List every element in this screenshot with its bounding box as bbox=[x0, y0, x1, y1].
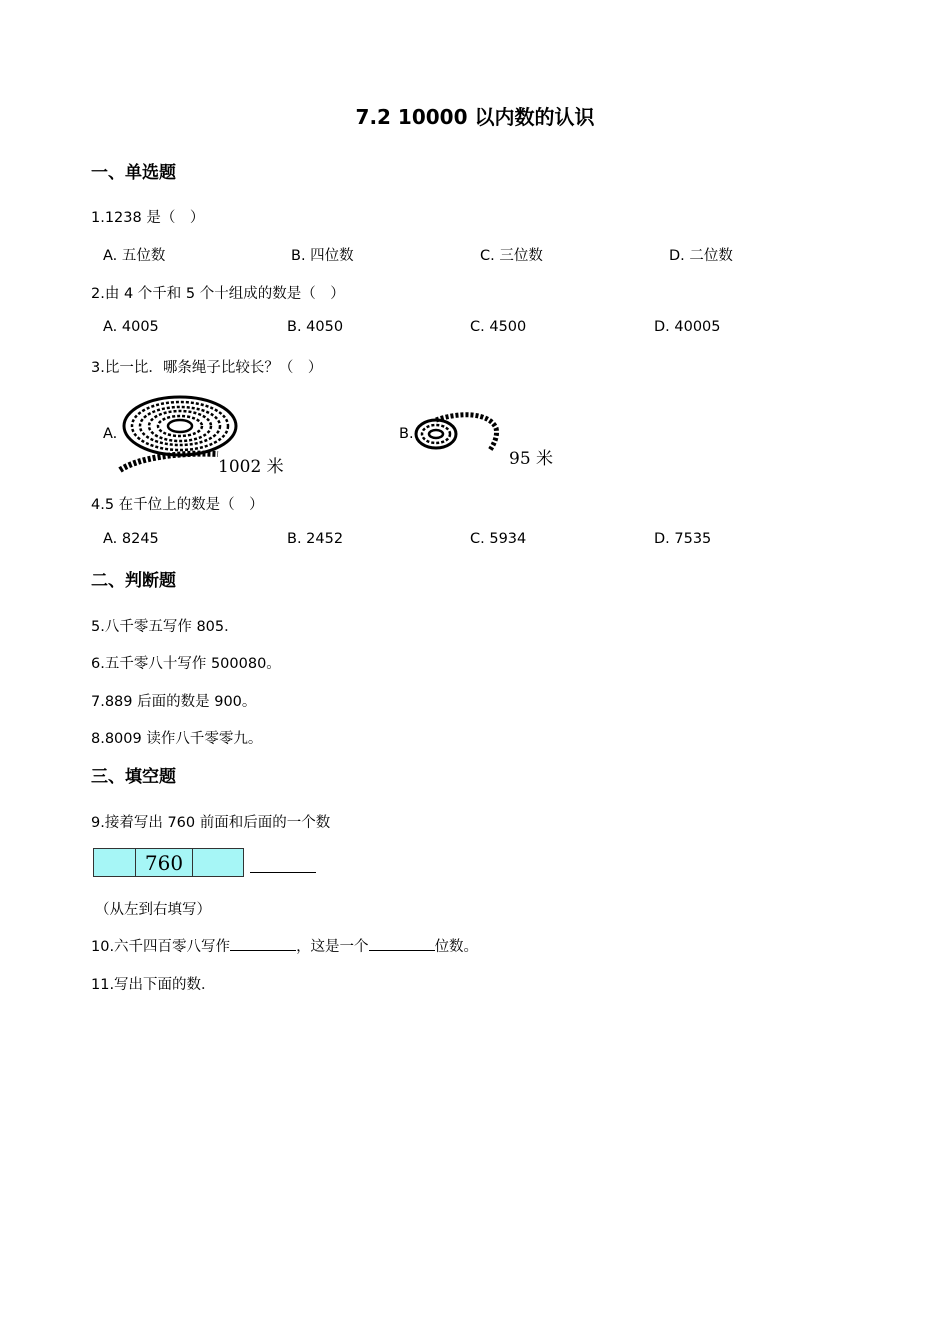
section-heading-fill-blank: 三、填空题 bbox=[91, 767, 176, 787]
question-9-stem: 9.接着写出 760 前面和后面的一个数 bbox=[91, 815, 331, 831]
number-box-center: 760 bbox=[135, 848, 193, 877]
question-1-option-c[interactable]: C. 三位数 bbox=[480, 248, 543, 264]
rope-b-length-label: 95 米 bbox=[509, 449, 554, 469]
section-heading-single-choice: 一、单选题 bbox=[91, 163, 176, 183]
number-box-before[interactable] bbox=[93, 848, 136, 877]
question-10-blank-2[interactable] bbox=[369, 936, 435, 951]
question-1-stem: 1.1238 是（ ） bbox=[91, 210, 205, 226]
question-10-blank-1[interactable] bbox=[230, 936, 296, 951]
rope-a-length-label: 1002 米 bbox=[218, 457, 284, 477]
question-4-option-d[interactable]: D. 7535 bbox=[654, 531, 712, 547]
question-2-option-d[interactable]: D. 40005 bbox=[654, 319, 721, 335]
section-heading-true-false: 二、判断题 bbox=[91, 571, 176, 591]
question-10-part1: 10.六千四百零八写作 bbox=[91, 939, 231, 955]
question-9-answer-blank[interactable] bbox=[250, 872, 316, 873]
question-4-option-a[interactable]: A. 8245 bbox=[103, 531, 159, 547]
worksheet-title: 7.2 10000 以内数的认识 bbox=[355, 105, 595, 129]
rope-b-illustration bbox=[414, 410, 574, 472]
question-1-option-b[interactable]: B. 四位数 bbox=[291, 248, 354, 264]
question-2-option-c[interactable]: C. 4500 bbox=[470, 319, 527, 335]
rope-a-illustration bbox=[118, 394, 298, 478]
question-10-part2: ，这是一个 bbox=[296, 939, 369, 955]
question-7: 7.889 后面的数是 900。 bbox=[91, 694, 257, 710]
question-4-option-b[interactable]: B. 2452 bbox=[287, 531, 344, 547]
question-2-option-b[interactable]: B. 4050 bbox=[287, 319, 344, 335]
question-1-option-d[interactable]: D. 二位数 bbox=[669, 248, 733, 264]
question-5: 5.八千零五写作 805． bbox=[91, 619, 239, 635]
question-11: 11.写出下面的数． bbox=[91, 977, 216, 993]
question-10 bbox=[91, 935, 478, 956]
question-8: 8.8009 读作八千零零九。 bbox=[91, 731, 263, 747]
question-4-stem: 4.5 在千位上的数是（ ） bbox=[91, 497, 264, 513]
question-2-stem: 2.由 4 个千和 5 个十组成的数是（ ） bbox=[91, 286, 345, 302]
question-9-note: （从左到右填写） bbox=[95, 902, 211, 918]
question-2-option-a[interactable]: A. 4005 bbox=[103, 319, 159, 335]
question-3-option-a[interactable]: A. bbox=[103, 426, 118, 442]
number-box-after[interactable] bbox=[192, 848, 244, 877]
question-1-option-a[interactable]: A. 五位数 bbox=[103, 248, 166, 264]
number-box-row bbox=[93, 848, 244, 877]
question-10-part3: 位数。 bbox=[434, 939, 479, 955]
question-6: 6.五千零八十写作 500080。 bbox=[91, 656, 281, 672]
question-4-option-c[interactable]: C. 5934 bbox=[470, 531, 527, 547]
question-3-stem: 3.比一比．哪条绳子比较长？（ ） bbox=[91, 360, 323, 376]
question-3-option-b[interactable]: B. bbox=[399, 426, 414, 442]
